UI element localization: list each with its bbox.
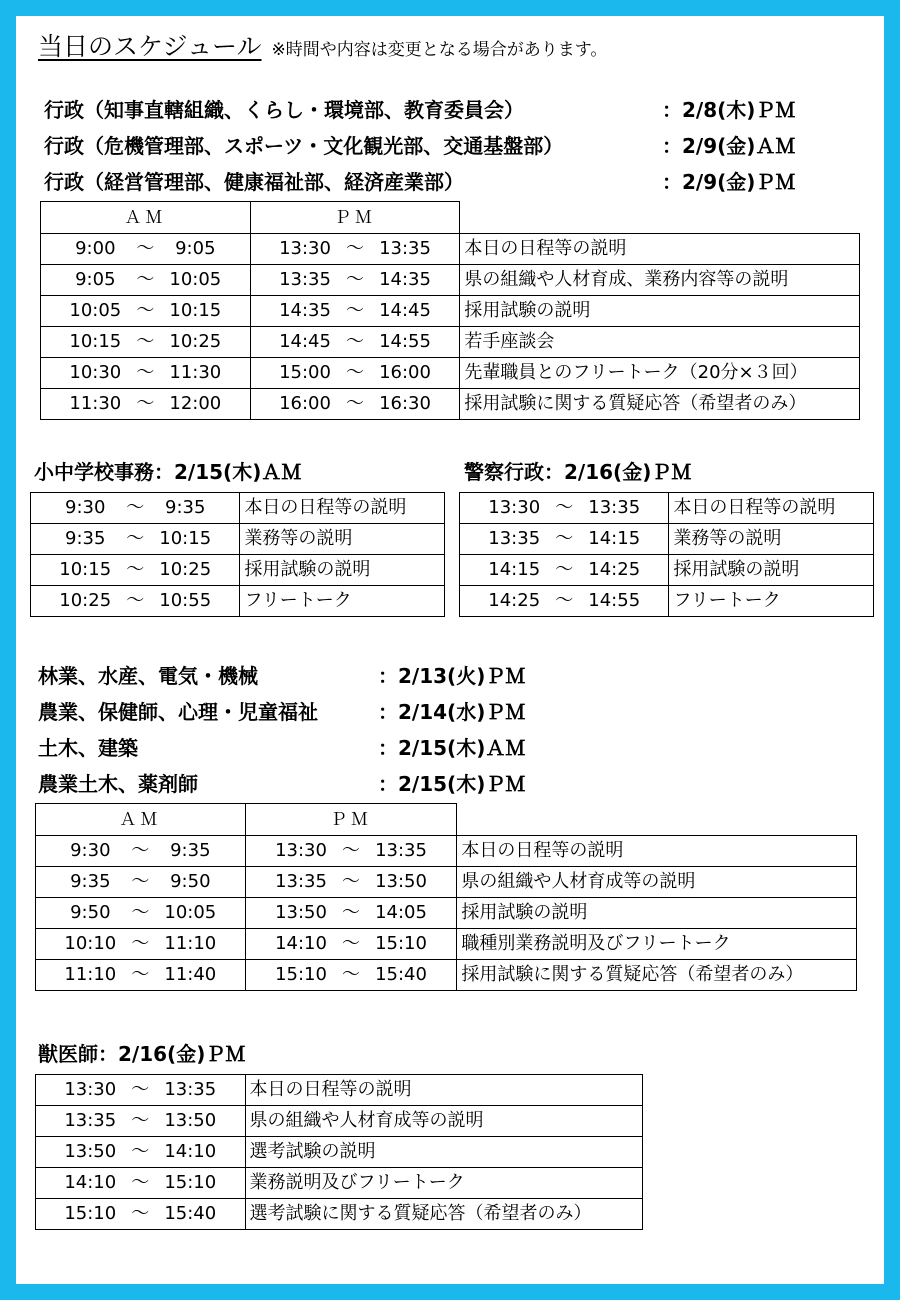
start-time: 10:30: [69, 362, 122, 383]
schedule-table-school: [30, 492, 445, 617]
tilde-separator: ～: [342, 933, 360, 954]
activity-description: 採用試験の説明: [457, 898, 857, 929]
end-time: 10:05: [169, 269, 222, 290]
table-row: [31, 493, 445, 524]
am-time-cell: [36, 867, 246, 898]
tilde-separator: ～: [131, 840, 150, 861]
date-label: ：2/13(火)ＰＭ: [378, 664, 526, 688]
activity-description: 若手座談会: [460, 327, 860, 358]
dept-label: 行政（知事直轄組織、くらし・環境部、教育委員会）: [44, 98, 524, 122]
start-time: 14:15: [488, 559, 541, 580]
end-time: 14:25: [588, 559, 641, 580]
pm-time-cell: [245, 898, 457, 929]
tilde-separator: ～: [342, 871, 360, 892]
end-time: 13:35: [379, 238, 431, 259]
activity-description: 選考試験の説明: [245, 1137, 642, 1168]
end-time: 9:35: [170, 840, 211, 861]
start-time: 14:10: [275, 933, 327, 954]
tilde-separator: ～: [131, 1110, 150, 1131]
start-time: 13:30: [279, 238, 331, 259]
start-time: 14:25: [488, 590, 541, 611]
end-time: 13:50: [164, 1110, 217, 1131]
time-cell: [460, 586, 669, 617]
tilde-separator: ～: [555, 559, 574, 580]
time-cell: [36, 1137, 246, 1168]
date-label: ：2/15(木)ＡＭ: [378, 736, 526, 760]
start-time: 14:45: [279, 331, 331, 352]
end-time: 10:15: [169, 300, 222, 321]
start-time: 15:10: [275, 964, 327, 985]
table-row: [31, 555, 445, 586]
start-time: 13:35: [488, 528, 541, 549]
end-time: 14:05: [375, 902, 427, 923]
tilde-separator: ～: [555, 528, 574, 549]
table-row: [36, 898, 857, 929]
date-label: ：2/15(木)ＰＭ: [378, 772, 526, 796]
end-time: 9:35: [165, 497, 206, 518]
end-time: 10:25: [169, 331, 222, 352]
am-time-cell: [36, 960, 246, 991]
start-time: 10:05: [69, 300, 122, 321]
schedule-table-veterinarian: [35, 1074, 643, 1230]
activity-description: フリートーク: [240, 586, 445, 617]
end-time: 11:30: [169, 362, 222, 383]
pm-header: ＰＭ: [250, 202, 460, 234]
tilde-separator: ～: [131, 1203, 150, 1224]
time-cell: [31, 524, 240, 555]
sec1-heading-2: [44, 128, 844, 164]
tilde-separator: ～: [126, 559, 145, 580]
table-row: [31, 524, 445, 555]
table-row: [31, 586, 445, 617]
table-row: [41, 358, 860, 389]
end-time: 16:30: [379, 393, 431, 414]
date-label: ：2/8(木)ＰＭ: [662, 98, 796, 122]
table-row: [460, 524, 874, 555]
schedule-table-technical: [35, 803, 857, 991]
start-time: 10:25: [59, 590, 112, 611]
activity-description: 採用試験に関する質疑応答（希望者のみ）: [457, 960, 857, 991]
table-row: [36, 1137, 643, 1168]
table-row: [460, 555, 874, 586]
start-time: 13:35: [279, 269, 331, 290]
tilde-separator: ～: [131, 871, 150, 892]
table-row: [41, 327, 860, 358]
title-text: 当日のスケジュール: [38, 32, 262, 61]
time-cell: [36, 1075, 246, 1106]
veterinarian-heading: 獣医師：2/16(金)ＰＭ: [38, 1042, 246, 1066]
end-time: 13:50: [375, 871, 427, 892]
start-time: 9:00: [75, 238, 116, 259]
activity-description: 選考試験に関する質疑応答（希望者のみ）: [245, 1199, 642, 1230]
change-note: ※時間や内容は変更となる場合があります。: [271, 40, 608, 60]
end-time: 15:10: [375, 933, 427, 954]
time-cell: [36, 1199, 246, 1230]
end-time: 15:10: [164, 1172, 217, 1193]
activity-description: 県の組織や人材育成、業務内容等の説明: [460, 265, 860, 296]
tilde-separator: ～: [136, 362, 155, 383]
time-cell: [31, 586, 240, 617]
sec1-heading-3: [44, 164, 844, 200]
activity-description: 採用試験の説明: [240, 555, 445, 586]
tilde-separator: ～: [346, 300, 364, 321]
tilde-separator: ～: [136, 393, 155, 414]
activity-description: 本日の日程等の説明: [460, 234, 860, 265]
table-row: [460, 586, 874, 617]
table-row: [41, 296, 860, 327]
pm-time-cell: [250, 296, 460, 327]
start-time: 10:15: [59, 559, 112, 580]
activity-description: 採用試験の説明: [460, 296, 860, 327]
start-time: 10:10: [64, 933, 117, 954]
table-row: [36, 836, 857, 867]
table-row: [41, 265, 860, 296]
tilde-separator: ～: [136, 300, 155, 321]
tilde-separator: ～: [126, 528, 145, 549]
activity-description: フリートーク: [669, 586, 874, 617]
dept-label: 林業、水産、電気・機械: [38, 664, 258, 688]
end-time: 10:15: [159, 528, 212, 549]
blank-header-cell: [460, 202, 860, 234]
end-time: 13:35: [588, 497, 641, 518]
end-time: 10:55: [159, 590, 212, 611]
am-time-cell: [41, 265, 251, 296]
activity-description: 本日の日程等の説明: [240, 493, 445, 524]
page-title: [38, 30, 607, 67]
table-row: [36, 867, 857, 898]
tilde-separator: ～: [555, 497, 574, 518]
tilde-separator: ～: [346, 238, 364, 259]
am-time-cell: [41, 389, 251, 420]
tilde-separator: ～: [136, 238, 155, 259]
start-time: 11:10: [64, 964, 117, 985]
start-time: 10:15: [69, 331, 122, 352]
tilde-separator: ～: [136, 269, 155, 290]
activity-description: 本日の日程等の説明: [457, 836, 857, 867]
activity-description: 本日の日程等の説明: [245, 1075, 642, 1106]
activity-description: 本日の日程等の説明: [669, 493, 874, 524]
table-row: [41, 389, 860, 420]
end-time: 12:00: [169, 393, 222, 414]
start-time: 13:35: [275, 871, 327, 892]
table-row: [36, 1075, 643, 1106]
table-header-row: [41, 202, 860, 234]
pm-time-cell: [245, 867, 457, 898]
time-cell: [31, 555, 240, 586]
start-time: 11:30: [69, 393, 122, 414]
date-label: ：2/9(金)ＰＭ: [662, 170, 796, 194]
start-time: 9:05: [75, 269, 116, 290]
activity-description: 業務等の説明: [240, 524, 445, 555]
sec4-heading-1: [38, 658, 638, 694]
table-row: [36, 960, 857, 991]
tilde-separator: ～: [131, 1141, 150, 1162]
sec4-heading-4: [38, 766, 638, 802]
activity-description: 業務説明及びフリートーク: [245, 1168, 642, 1199]
tilde-separator: ～: [131, 933, 150, 954]
end-time: 14:15: [588, 528, 641, 549]
pm-time-cell: [250, 265, 460, 296]
activity-description: 県の組織や人材育成等の説明: [245, 1106, 642, 1137]
time-cell: [460, 524, 669, 555]
end-time: 13:35: [164, 1079, 217, 1100]
activity-description: 採用試験の説明: [669, 555, 874, 586]
end-time: 15:40: [164, 1203, 217, 1224]
end-time: 14:55: [379, 331, 431, 352]
tilde-separator: ～: [555, 590, 574, 611]
start-time: 13:30: [488, 497, 541, 518]
sec4-heading-2: [38, 694, 638, 730]
schedule-table-admin: [40, 201, 860, 420]
am-time-cell: [41, 358, 251, 389]
pm-time-cell: [250, 327, 460, 358]
dept-label: 土木、建築: [38, 736, 138, 760]
end-time: 11:10: [164, 933, 217, 954]
table-row: [460, 493, 874, 524]
tilde-separator: ～: [342, 902, 360, 923]
activity-description: 業務等の説明: [669, 524, 874, 555]
activity-description: 県の組織や人材育成等の説明: [457, 867, 857, 898]
table-row: [36, 929, 857, 960]
start-time: 9:30: [65, 497, 106, 518]
tilde-separator: ～: [136, 331, 155, 352]
date-label: ：2/14(水)ＰＭ: [378, 700, 526, 724]
police-admin-heading: 警察行政：2/16(金)ＰＭ: [464, 460, 692, 484]
table-row: [36, 1168, 643, 1199]
am-time-cell: [41, 327, 251, 358]
pm-time-cell: [245, 960, 457, 991]
am-time-cell: [41, 234, 251, 265]
start-time: 13:30: [275, 840, 327, 861]
pm-time-cell: [245, 929, 457, 960]
sec1-heading-1: [44, 92, 844, 128]
pm-time-cell: [245, 836, 457, 867]
start-time: 9:35: [70, 871, 111, 892]
time-cell: [460, 555, 669, 586]
sec4-heading-3: [38, 730, 638, 766]
schedule-table-police: [459, 492, 874, 617]
start-time: 14:35: [279, 300, 331, 321]
start-time: 9:50: [70, 902, 111, 923]
tilde-separator: ～: [126, 497, 145, 518]
pm-header: ＰＭ: [245, 804, 457, 836]
start-time: 9:35: [65, 528, 106, 549]
end-time: 16:00: [379, 362, 431, 383]
end-time: 11:40: [164, 964, 217, 985]
end-time: 14:55: [588, 590, 641, 611]
end-time: 14:45: [379, 300, 431, 321]
table-row: [36, 1106, 643, 1137]
start-time: 9:30: [70, 840, 111, 861]
am-time-cell: [36, 929, 246, 960]
end-time: 14:10: [164, 1141, 217, 1162]
start-time: 13:50: [64, 1141, 117, 1162]
tilde-separator: ～: [346, 269, 364, 290]
start-time: 16:00: [279, 393, 331, 414]
tilde-separator: ～: [346, 331, 364, 352]
dept-label: 農業土木、薬剤師: [38, 772, 198, 796]
activity-description: 先輩職員とのフリートーク（20分×３回）: [460, 358, 860, 389]
tilde-separator: ～: [342, 840, 360, 861]
end-time: 10:05: [164, 902, 217, 923]
dept-label: 農業、保健師、心理・児童福祉: [38, 700, 318, 724]
tilde-separator: ～: [126, 590, 145, 611]
time-cell: [36, 1106, 246, 1137]
am-time-cell: [41, 296, 251, 327]
start-time: 13:30: [64, 1079, 117, 1100]
am-time-cell: [36, 898, 246, 929]
start-time: 15:00: [279, 362, 331, 383]
activity-description: 採用試験に関する質疑応答（希望者のみ）: [460, 389, 860, 420]
tilde-separator: ～: [131, 902, 150, 923]
school-admin-heading: 小中学校事務：2/15(木)ＡＭ: [34, 460, 302, 484]
activity-description: 職種別業務説明及びフリートーク: [457, 929, 857, 960]
start-time: 13:35: [64, 1110, 117, 1131]
pm-time-cell: [250, 234, 460, 265]
time-cell: [460, 493, 669, 524]
tilde-separator: ～: [346, 393, 364, 414]
time-cell: [36, 1168, 246, 1199]
dept-label: 行政（経営管理部、健康福祉部、経済産業部）: [44, 170, 464, 194]
tilde-separator: ～: [131, 1079, 150, 1100]
time-cell: [31, 493, 240, 524]
end-time: 14:35: [379, 269, 431, 290]
end-time: 10:25: [159, 559, 212, 580]
start-time: 13:50: [275, 902, 327, 923]
table-row: [36, 1199, 643, 1230]
tilde-separator: ～: [131, 1172, 150, 1193]
end-time: 9:05: [175, 238, 216, 259]
blank-header-cell: [457, 804, 857, 836]
end-time: 15:40: [375, 964, 427, 985]
table-header-row: [36, 804, 857, 836]
am-header: ＡＭ: [41, 202, 251, 234]
tilde-separator: ～: [131, 964, 150, 985]
date-label: ：2/9(金)ＡＭ: [662, 134, 796, 158]
start-time: 15:10: [64, 1203, 117, 1224]
am-header: ＡＭ: [36, 804, 246, 836]
tilde-separator: ～: [342, 964, 360, 985]
pm-time-cell: [250, 389, 460, 420]
tilde-separator: ～: [346, 362, 364, 383]
end-time: 9:50: [170, 871, 211, 892]
start-time: 14:10: [64, 1172, 117, 1193]
dept-label: 行政（危機管理部、スポーツ・文化観光部、交通基盤部）: [44, 134, 564, 158]
am-time-cell: [36, 836, 246, 867]
end-time: 13:35: [375, 840, 427, 861]
pm-time-cell: [250, 358, 460, 389]
table-row: [41, 234, 860, 265]
